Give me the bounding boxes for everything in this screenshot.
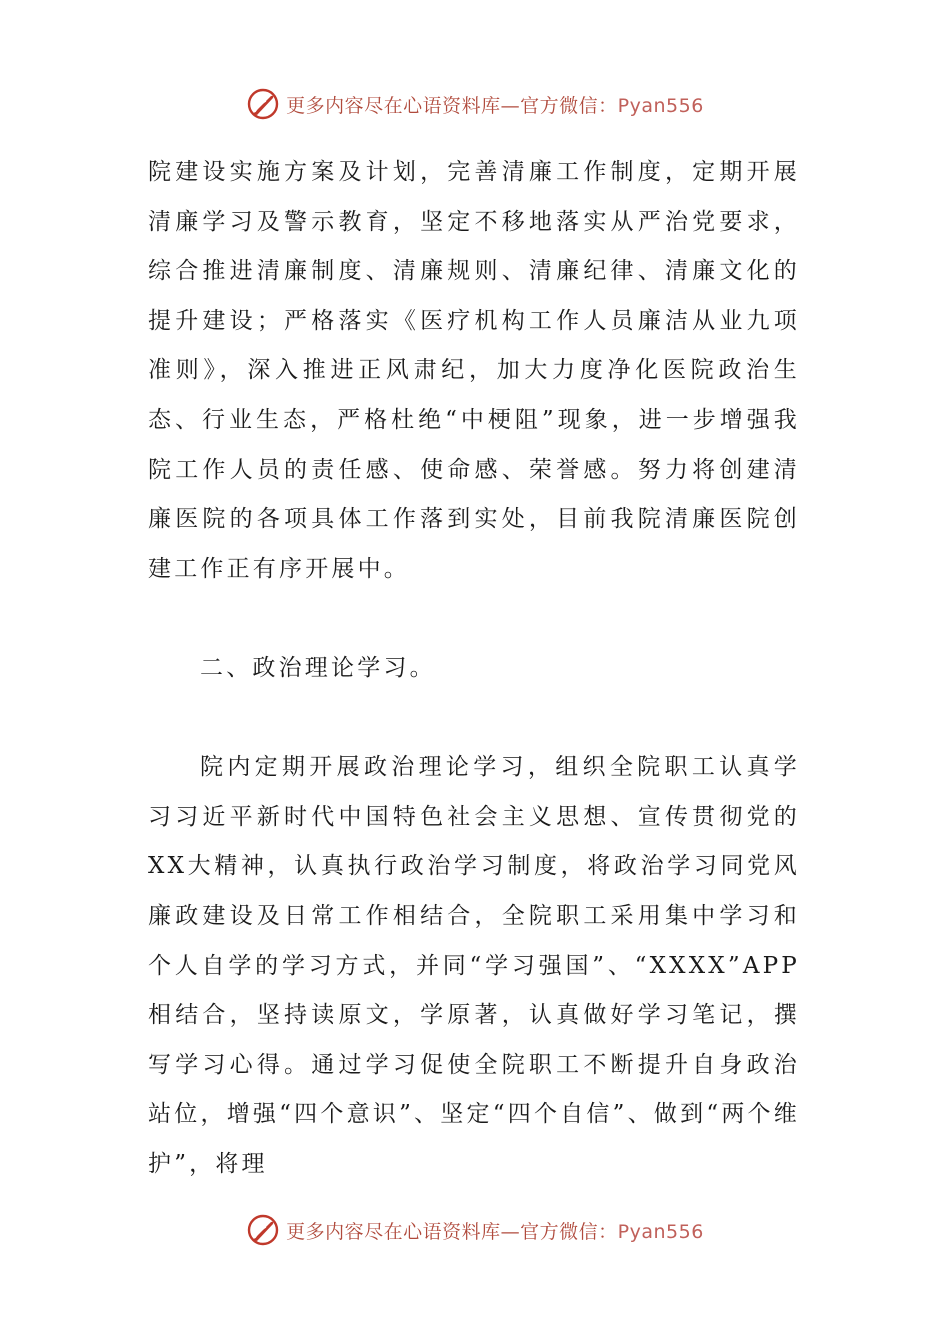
document-body — [148, 148, 800, 1189]
header-watermark-banner — [0, 84, 950, 124]
quill-logo-icon — [246, 87, 280, 121]
paragraph-gap — [148, 694, 800, 744]
footer-watermark-handle: Pyan556 — [617, 1220, 704, 1243]
paragraph-clean-hospital: 院建设实施方案及计划，完善清廉工作制度，定期开展清廉学习及警示教育，坚定不移地落实从严治党要求，综合推进清廉制度、清廉规则、清廉纪律、清廉文化的提升建设；严格落实《医疗机构工作人员廉洁从业九项准则》，深入推进正风肃纪，加大力度净化医院政治生态、行业生态，严格杜绝“中梗阻”现象，进一步增强我院工作人员的责任感、使命感、荣誉感。努力将创建清廉医院的各项具体工作落到实处，目前我院清廉医院创建工作正有序开展中。 — [148, 159, 800, 582]
footer-watermark-text: 更多内容尽在心语资料库—官方微信：Pyan556 — [286, 1220, 704, 1243]
header-watermark-text: 更多内容尽在心语资料库—官方微信：Pyan556 — [286, 94, 704, 117]
section-heading-political-study: 二、政治理论学习。 — [200, 654, 436, 681]
footer-watermark-banner — [0, 1210, 950, 1250]
quill-logo-icon — [246, 1213, 280, 1247]
header-watermark-handle: Pyan556 — [617, 94, 704, 117]
paragraph-political-study: 院内定期开展政治理论学习，组织全院职工认真学习习近平新时代中国特色社会主义思想、宣传贯彻党的XX大精神，认真执行政治学习制度，将政治学习同党风廉政建设及日常工作相结合，全院职工采用集中学习和个人自学的学习方式，并同“学习强国”、“XXXX”APP相结合，坚持读原文，学原著，认真做好学习笔记，撰写学习心得。通过学习促使全院职工不断提升自身政治站位，增强“四个意识”、坚定“四个自信”、做到“两个维护”，将理 — [148, 754, 800, 1177]
paragraph-gap — [148, 594, 800, 644]
